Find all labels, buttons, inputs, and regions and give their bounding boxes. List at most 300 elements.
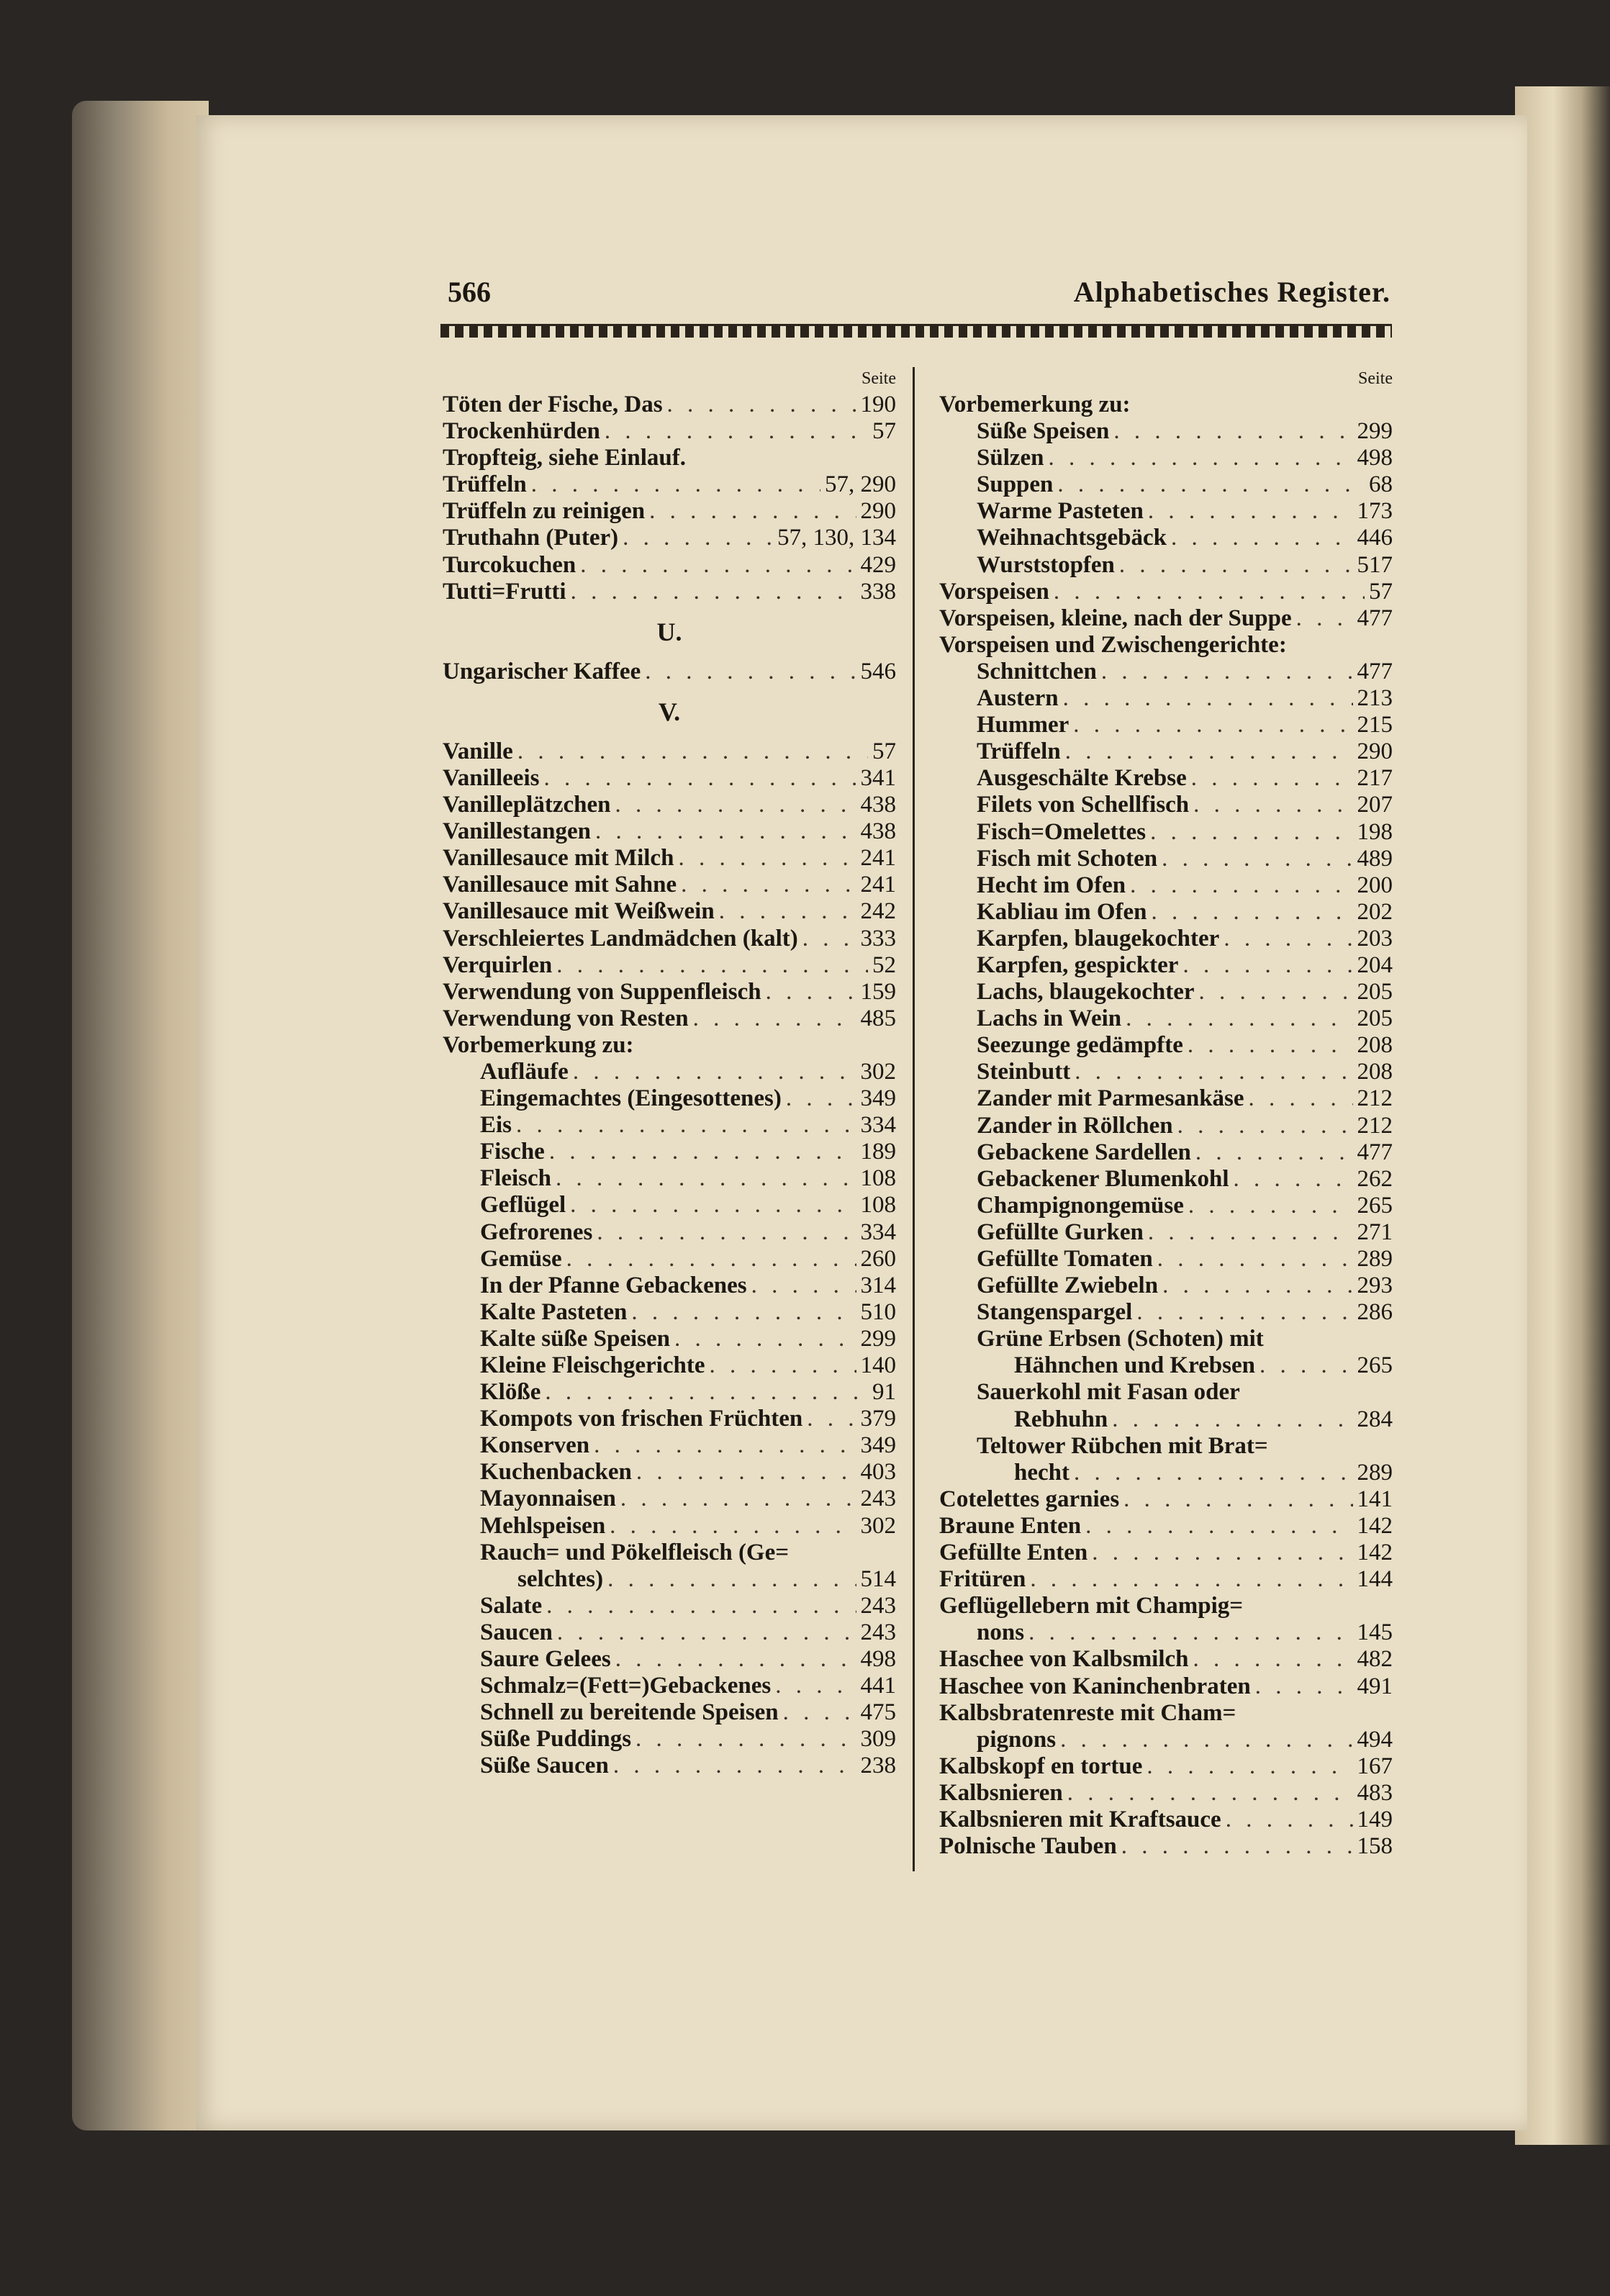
entry-label: Austern: [977, 685, 1059, 712]
leader-dots: [516, 1112, 856, 1139]
entry-label: Vorbemerkung zu:: [939, 392, 1131, 417]
index-entry: [443, 979, 896, 1005]
index-entry: [939, 872, 1393, 899]
index-entry: [939, 1085, 1393, 1112]
index-entry: [939, 952, 1393, 979]
index-entry: [939, 1326, 1393, 1352]
leader-dots: [1224, 926, 1352, 952]
leader-dots: [1177, 1113, 1353, 1139]
entries-u: [443, 659, 896, 685]
entry-page-ref: 149: [1357, 1806, 1393, 1832]
entry-label: Gebackene Sardellen: [977, 1139, 1191, 1165]
entry-label: Verquirlen: [443, 952, 553, 978]
index-entry: [939, 1005, 1393, 1032]
entry-page-ref: 338: [860, 578, 896, 605]
entry-label: Geflügellebern mit Champig=: [939, 1593, 1244, 1619]
entry-page-ref: 57, 290: [825, 471, 896, 498]
entry-page-ref: 108: [860, 1165, 896, 1192]
entry-page-ref: 289: [1357, 1459, 1393, 1486]
entry-label: Saure Gelees: [480, 1646, 611, 1673]
leader-dots: [1130, 872, 1352, 899]
leader-dots: [1085, 1513, 1352, 1540]
leader-dots: [1101, 659, 1353, 685]
index-entry: [443, 765, 896, 792]
entry-label: pignons: [977, 1726, 1057, 1753]
index-entry: [443, 926, 896, 952]
entry-label: Hummer: [977, 712, 1069, 738]
entry-label: Gefüllte Gurken: [977, 1219, 1144, 1245]
entry-label: Kuchenbacken: [480, 1459, 632, 1486]
entry-label: Kalbsnieren: [939, 1779, 1063, 1806]
leader-dots: [681, 872, 856, 898]
index-entry: [443, 1646, 896, 1673]
entry-label: Fisch=Omelettes: [977, 818, 1147, 845]
entry-label: Gefüllte Tomaten: [977, 1246, 1153, 1272]
entry-page-ref: 57, 130, 134: [777, 525, 896, 551]
entry-label: Kabliau im Ofen: [977, 898, 1147, 925]
index-entry: [443, 1165, 896, 1192]
entry-label: Kalbsnieren mit Kraftsauce: [939, 1806, 1221, 1832]
entry-page-ref: 200: [1357, 872, 1393, 898]
index-entry: [443, 1246, 896, 1273]
leader-dots: [1112, 1406, 1352, 1433]
entry-label: Mayonnaisen: [480, 1486, 616, 1512]
entry-page-ref: 57: [1369, 578, 1393, 605]
entries-t: [443, 392, 896, 605]
entry-label: Fisch mit Schoten: [977, 845, 1158, 872]
leader-dots: [636, 1459, 856, 1486]
entry-page-ref: 91: [872, 1379, 896, 1406]
index-entry: [443, 1059, 896, 1085]
leader-dots: [678, 845, 856, 872]
entry-page-ref: 243: [860, 1486, 896, 1512]
leader-dots: [1296, 605, 1353, 632]
entry-page-ref: 260: [860, 1245, 896, 1272]
entry-label: Truthahn (Puter): [443, 525, 619, 551]
entry-page-ref: 241: [860, 845, 896, 872]
entry-page-ref: 299: [1357, 418, 1393, 445]
index-entry: [443, 1273, 896, 1299]
leader-dots: [580, 552, 856, 579]
entry-page-ref: 215: [1357, 712, 1393, 738]
index-entry: [443, 1459, 896, 1486]
entry-label: Zander mit Parmesankäse: [977, 1085, 1244, 1112]
seite-label: Seite: [861, 369, 896, 388]
index-entry: [939, 1753, 1393, 1780]
entry-label: Vanillestangen: [443, 818, 591, 845]
entries-right: [939, 392, 1393, 1860]
leader-dots: [615, 1646, 856, 1673]
entry-label: Gebackener Blumenkohl: [977, 1165, 1229, 1192]
entry-page-ref: 334: [860, 1219, 896, 1245]
entry-label: Töten der Fische, Das: [443, 392, 663, 417]
entry-label: Eis: [480, 1112, 512, 1139]
entry-page-ref: 498: [1357, 445, 1393, 471]
entry-page-ref: 140: [860, 1352, 896, 1378]
leader-dots: [546, 1593, 856, 1619]
entry-label: Süße Speisen: [977, 418, 1110, 445]
entry-label: Vanillesauce mit Sahne: [443, 872, 677, 898]
index-entry: [443, 471, 896, 498]
entry-label: Karpfen, blaugekochter: [977, 925, 1220, 952]
index-entry: [443, 552, 896, 579]
index-entry: [939, 712, 1393, 738]
leader-dots: [1171, 525, 1352, 551]
index-entry: [939, 899, 1393, 926]
entry-page-ref: 289: [1357, 1246, 1393, 1272]
entry-label: Warme Pasteten: [977, 498, 1144, 525]
index-entry: [939, 1059, 1393, 1085]
entry-page-ref: 334: [860, 1112, 896, 1139]
leader-dots: [1234, 1166, 1353, 1193]
leader-dots: [667, 392, 856, 418]
entry-label: Vanilleplätzchen: [443, 792, 611, 818]
index-entry: [443, 1753, 896, 1779]
index-entry: [443, 498, 896, 525]
leader-dots: [636, 1726, 856, 1753]
index-entry: [939, 605, 1393, 632]
leader-dots: [631, 1299, 856, 1326]
leader-dots: [1157, 1246, 1353, 1273]
entry-label: Karpfen, gespickter: [977, 952, 1179, 978]
index-entry: [443, 872, 896, 898]
entry-label: Mehlspeisen: [480, 1512, 606, 1539]
leader-dots: [1162, 1273, 1352, 1299]
entry-page-ref: 429: [860, 551, 896, 578]
leader-dots: [517, 738, 868, 765]
leader-dots: [545, 1379, 868, 1406]
entry-label: In der Pfanne Gebackenes: [480, 1272, 747, 1298]
index-entry: [443, 1619, 896, 1646]
leader-dots: [1113, 418, 1352, 445]
index-entry: [443, 1540, 896, 1566]
entry-label: Trockenhürden: [443, 418, 600, 445]
entry-page-ref: 68: [1369, 471, 1393, 498]
leader-dots: [1049, 445, 1353, 471]
entry-label: Trüffeln zu reinigen: [443, 498, 646, 525]
entry-label: nons: [977, 1619, 1025, 1646]
entry-page-ref: 271: [1357, 1219, 1393, 1245]
index-entry: [939, 1780, 1393, 1807]
index-entry: [939, 445, 1393, 471]
entry-page-ref: 302: [860, 1512, 896, 1539]
leader-dots: [1147, 1753, 1352, 1780]
leader-dots: [645, 659, 856, 685]
leader-dots: [1193, 792, 1352, 818]
entry-page-ref: 262: [1357, 1165, 1393, 1192]
index-entry: [939, 1246, 1393, 1273]
index-entry: [443, 392, 896, 418]
leader-dots: [1188, 1032, 1353, 1059]
entry-label: Hähnchen und Krebsen: [1014, 1352, 1255, 1379]
leader-dots: [615, 792, 856, 818]
leader-dots: [549, 1139, 856, 1165]
index-column-left: [443, 366, 896, 1780]
entry-label: Rauch= und Pökelfleisch (Ge=: [480, 1539, 790, 1565]
index-entry: [443, 418, 896, 445]
entry-label: Verwendung von Resten: [443, 1005, 689, 1031]
index-entry: [443, 1379, 896, 1406]
index-entry: [939, 1352, 1393, 1379]
entry-label: Stangenspargel: [977, 1299, 1133, 1326]
index-entry: [939, 1406, 1393, 1433]
leader-dots: [1148, 498, 1353, 525]
leader-dots: [1182, 952, 1352, 979]
index-entry: [443, 1352, 896, 1379]
entry-page-ref: 293: [1357, 1273, 1393, 1299]
index-entry: [939, 846, 1393, 872]
entry-label: Sauerkohl mit Fasan oder: [977, 1379, 1240, 1406]
entry-page-ref: 145: [1357, 1619, 1393, 1646]
page-title: Alphabetisches Register.: [1073, 276, 1390, 308]
entry-page-ref: 284: [1357, 1406, 1393, 1432]
index-entry: [939, 738, 1393, 765]
leader-dots: [597, 1219, 856, 1246]
entry-page-ref: 290: [1357, 738, 1393, 765]
index-entry: [939, 1673, 1393, 1700]
index-entry: [939, 1593, 1393, 1619]
index-entry: [443, 1673, 896, 1699]
entry-page-ref: 205: [1357, 979, 1393, 1005]
entry-label: Sülzen: [977, 445, 1044, 471]
entry-page-ref: 207: [1357, 792, 1393, 818]
entry-page-ref: 265: [1357, 1352, 1393, 1379]
index-entry: [939, 418, 1393, 445]
index-entry: [443, 1192, 896, 1219]
entry-label: Verwendung von Suppenfleisch: [443, 978, 761, 1005]
entry-page-ref: 489: [1357, 845, 1393, 872]
entry-label: Gefüllte Enten: [939, 1540, 1088, 1566]
entry-label: Salate: [480, 1592, 543, 1619]
entry-page-ref: 349: [860, 1085, 896, 1112]
entry-label: Filets von Schellfisch: [977, 792, 1190, 818]
entry-page-ref: 57: [872, 738, 896, 764]
index-entry: [443, 1139, 896, 1165]
leader-dots: [566, 1246, 856, 1273]
leader-dots: [1249, 1085, 1353, 1112]
leader-dots: [751, 1273, 856, 1299]
entry-label: Ausgeschälte Krebse: [977, 765, 1187, 792]
leader-dots: [1074, 1460, 1353, 1486]
index-entry: [939, 1139, 1393, 1166]
entry-page-ref: 482: [1357, 1646, 1393, 1673]
seite-label: Seite: [1358, 369, 1393, 388]
entry-label: Eingemachtes (Eingesottenes): [480, 1085, 782, 1112]
entry-label: Klöße: [480, 1379, 541, 1406]
entry-page-ref: 213: [1357, 685, 1393, 712]
entry-label: Braune Enten: [939, 1512, 1082, 1539]
index-entry: [443, 1112, 896, 1139]
leader-dots: [1136, 1299, 1352, 1326]
entry-label: Hecht im Ofen: [977, 872, 1126, 898]
entry-label: Verschleiertes Landmädchen (kalt): [443, 925, 798, 952]
entry-page-ref: 477: [1357, 605, 1393, 631]
entry-label: Kalbskopf en tortue: [939, 1753, 1143, 1779]
entry-label: Saucen: [480, 1619, 553, 1645]
book-page-stack-left: [72, 101, 209, 2130]
leader-dots: [570, 1192, 856, 1219]
entry-label: Vanillesauce mit Weißwein: [443, 898, 715, 925]
entry-page-ref: 52: [872, 952, 896, 978]
index-entry: [443, 659, 896, 685]
entry-page-ref: 302: [860, 1058, 896, 1085]
index-entry: [939, 471, 1393, 498]
index-entry: [443, 898, 896, 925]
entry-page-ref: 494: [1357, 1726, 1393, 1753]
leader-dots: [1150, 819, 1352, 846]
entry-page-ref: 202: [1357, 898, 1393, 925]
leader-dots: [1121, 1833, 1353, 1860]
entry-page-ref: 217: [1357, 765, 1393, 792]
index-entry: [939, 979, 1393, 1005]
index-entry: [443, 792, 896, 818]
leader-dots: [775, 1673, 856, 1699]
index-entry: [939, 792, 1393, 818]
entry-label: Zander in Röllchen: [977, 1112, 1173, 1139]
entry-page-ref: 546: [860, 658, 896, 684]
leader-dots: [1259, 1352, 1353, 1379]
leader-dots: [1028, 1619, 1352, 1646]
leader-dots: [557, 1619, 856, 1646]
index-entry: [939, 1460, 1393, 1486]
entry-page-ref: 314: [860, 1272, 896, 1298]
entry-page-ref: 265: [1357, 1192, 1393, 1219]
index-entry: [939, 1833, 1393, 1860]
entry-page-ref: 141: [1357, 1486, 1393, 1512]
entry-label: Haschee von Kaninchenbraten: [939, 1673, 1251, 1699]
entry-page-ref: 144: [1357, 1566, 1393, 1593]
leader-dots: [802, 926, 856, 952]
entry-label: Vorspeisen: [939, 578, 1049, 605]
leader-dots: [649, 498, 856, 525]
leader-dots: [1075, 1059, 1352, 1085]
index-entry: [443, 738, 896, 765]
index-entry: [939, 1166, 1393, 1193]
leader-dots: [1063, 685, 1353, 712]
entry-page-ref: 286: [1357, 1299, 1393, 1326]
entry-page-ref: 514: [860, 1565, 896, 1592]
leader-dots: [807, 1406, 856, 1432]
leader-dots: [786, 1085, 856, 1112]
entry-label: Konserven: [480, 1432, 590, 1459]
leader-dots: [693, 1005, 856, 1032]
leader-dots: [573, 1059, 856, 1085]
entry-page-ref: 57: [872, 418, 896, 445]
index-entry: [443, 1406, 896, 1432]
entry-page-ref: 212: [1357, 1112, 1393, 1139]
leader-dots: [1162, 846, 1352, 872]
leader-dots: [610, 1513, 856, 1540]
entry-label: Schmalz=(Fett=)Gebackenes: [480, 1673, 772, 1699]
entry-label: Ungarischer Kaffee: [443, 658, 641, 684]
entry-label: Kalte süße Speisen: [480, 1325, 671, 1352]
entry-label: Vanilleeis: [443, 764, 540, 791]
page-number: 566: [448, 276, 491, 308]
leader-dots: [1073, 712, 1352, 738]
entry-page-ref: 208: [1357, 1059, 1393, 1085]
entry-label: Kleine Fleischgerichte: [480, 1352, 705, 1378]
entry-page-ref: 204: [1357, 952, 1393, 978]
entry-page-ref: 208: [1357, 1032, 1393, 1059]
index-entry: [939, 525, 1393, 551]
entry-page-ref: 438: [860, 818, 896, 845]
index-column-right: [939, 366, 1393, 1860]
leader-dots: [543, 765, 856, 792]
index-entry: [939, 1113, 1393, 1139]
index-entry: [443, 1566, 896, 1593]
letter-heading-u: U.: [656, 617, 682, 646]
leader-dots: [607, 1566, 856, 1593]
entry-label: selchtes): [517, 1565, 604, 1592]
index-entry: [939, 685, 1393, 712]
leader-dots: [1092, 1540, 1352, 1566]
index-entry: [443, 845, 896, 872]
entry-page-ref: 475: [860, 1699, 896, 1726]
entry-label: Lachs, blaugekochter: [977, 979, 1195, 1005]
leader-dots: [605, 418, 868, 445]
index-entry: [939, 1273, 1393, 1299]
entry-label: Gefüllte Zwiebeln: [977, 1273, 1159, 1299]
entry-page-ref: 158: [1357, 1833, 1393, 1860]
leader-dots: [620, 1486, 856, 1512]
leader-dots: [1199, 979, 1353, 1005]
index-entry: [443, 1299, 896, 1326]
entry-page-ref: 108: [860, 1192, 896, 1219]
index-entry: [939, 1540, 1393, 1566]
book-page-stack-right: [1515, 86, 1610, 2145]
entry-page-ref: 517: [1357, 551, 1393, 578]
index-entry: [939, 1032, 1393, 1059]
entry-label: Haschee von Kalbsmilch: [939, 1646, 1189, 1673]
entry-label: Fische: [480, 1139, 545, 1165]
entry-label: Suppen: [977, 471, 1054, 498]
entry-page-ref: 212: [1357, 1085, 1393, 1112]
index-entry: [939, 498, 1393, 525]
entry-page-ref: 441: [860, 1673, 896, 1699]
leader-dots: [594, 1432, 856, 1459]
entry-page-ref: 189: [860, 1139, 896, 1165]
leader-dots: [595, 818, 856, 845]
entry-label: Lachs in Wein: [977, 1005, 1122, 1032]
index-entry: [939, 1727, 1393, 1753]
entry-label: Süße Saucen: [480, 1753, 609, 1779]
entry-label: Vanille: [443, 738, 513, 764]
entry-page-ref: 241: [860, 872, 896, 898]
entry-label: Schnell zu bereitende Speisen: [480, 1699, 779, 1726]
index-entry: [939, 1807, 1393, 1833]
index-entry: [443, 818, 896, 845]
index-entry: [443, 1726, 896, 1753]
index-entry: [939, 1219, 1393, 1246]
leader-dots: [719, 898, 856, 925]
leader-dots: [766, 979, 856, 1005]
entry-page-ref: 403: [860, 1459, 896, 1486]
index-entry: [939, 1566, 1393, 1593]
leader-dots: [556, 952, 868, 979]
entry-label: Weihnachtsgebäck: [977, 525, 1167, 551]
index-entry: [939, 552, 1393, 579]
leader-dots: [674, 1326, 856, 1352]
index-entry: [443, 1085, 896, 1112]
index-entry: [939, 1433, 1393, 1460]
leader-dots: [623, 525, 773, 551]
index-entry: [443, 1219, 896, 1246]
leader-dots: [783, 1699, 856, 1726]
entry-label: Rebhuhn: [1014, 1406, 1108, 1432]
index-entry: [443, 1593, 896, 1619]
entry-label: Trüffeln: [977, 738, 1061, 765]
index-entry: [939, 1486, 1393, 1513]
